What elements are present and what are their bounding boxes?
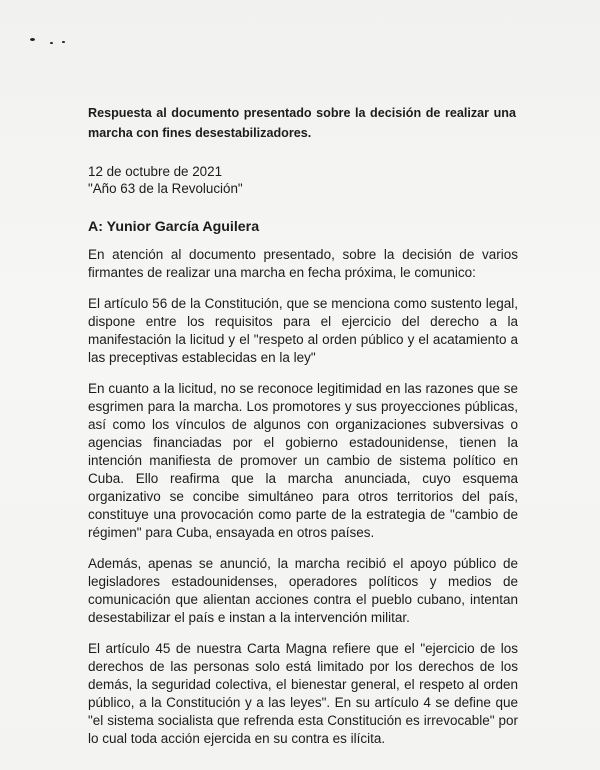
paragraph: En cuanto a la licitud, no se reconoce legitimidad en las razones que se esgrimen para la marcha. Los promotores y sus proyecciones públicas, así como los vínculos de algunos con organizaciones subversivas o agencias financiadas por el gobierno estadounidense, tienen la intención manifiesta de promover un cambio de sistema político en Cuba. Ello reafirma que la marcha anunciada, cuyo esquema organizativo se concibe simultáneo para otros territorios del país, constituye una provocación como parte de la estrategia de "cambio de régimen" para Cuba, ensayada en otros países. — [88, 381, 518, 540]
document-body — [88, 246, 518, 761]
recipient-line: A: Yunior García Aguilera — [88, 219, 260, 235]
year-motto: "Año 63 de la Revolución" — [88, 181, 243, 196]
paragraph: El artículo 45 de nuestra Carta Magna refiere que el "ejercicio de los derechos de las personas solo está limitado por los derechos de los demás, la seguridad colectiva, el bienestar general, el respeto al orden público, a la Constitución y a las leyes". En su artículo 4 se define que "el sistema socialista que refrenda esta Constitución es irrevocable" por lo cual toda acción ejercida en su contra es ilícita. — [88, 641, 518, 746]
date-block — [88, 163, 243, 197]
ink-speck — [30, 38, 35, 41]
paragraph: Además, apenas se anunció, la marcha recibió el apoyo público de legisladores estadounidenses, operadores políticos y medios de comunicación que alientan acciones contra el pueblo cubano, intentan desestabilizar el país e instan a la intervención militar. — [88, 556, 518, 625]
document-subject: Respuesta al documento presentado sobre la decisión de realizar una marcha con fines desestabilizadores. — [88, 106, 516, 140]
paragraph: El artículo 56 de la Constitución, que se menciona como sustento legal, dispone entre los requisitos para el ejercicio del derecho a la manifestación la licitud y el "respeto al orden público y el acatamiento a las preceptivas establecidas en la ley" — [88, 296, 518, 365]
document-date: 12 de octubre de 2021 — [88, 164, 223, 179]
paragraph: En atención al documento presentado, sobre la decisión de varios firmantes de realizar una marcha en fecha próxima, le comunico: — [88, 247, 518, 280]
ink-speck — [62, 41, 65, 43]
ink-speck — [50, 42, 53, 44]
